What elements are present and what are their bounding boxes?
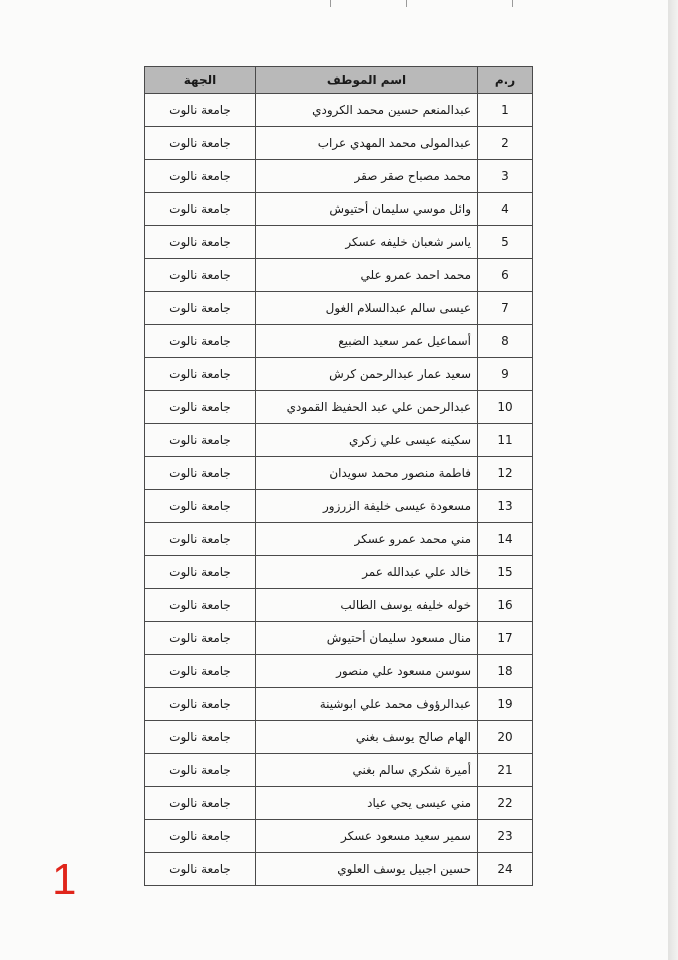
scan-mark	[512, 0, 513, 7]
department: جامعة نالوت	[145, 193, 256, 226]
employee-name: أميرة شكري سالم بغني	[256, 754, 478, 787]
department: جامعة نالوت	[145, 556, 256, 589]
table-row	[145, 358, 533, 391]
table-row	[145, 622, 533, 655]
department: جامعة نالوت	[145, 292, 256, 325]
employee-name: فاطمة منصور محمد سويدان	[256, 457, 478, 490]
row-number: 6	[478, 259, 533, 292]
page-number: 1	[52, 855, 77, 904]
employee-name: عيسى سالم عبدالسلام الغول	[256, 292, 478, 325]
employee-name: حسين اجبيل يوسف العلوي	[256, 853, 478, 886]
row-number: 7	[478, 292, 533, 325]
scan-mark	[406, 0, 407, 7]
department: جامعة نالوت	[145, 721, 256, 754]
row-number: 11	[478, 424, 533, 457]
employee-name: منال مسعود سليمان أحتيوش	[256, 622, 478, 655]
row-number: 12	[478, 457, 533, 490]
row-number: 21	[478, 754, 533, 787]
employee-name: محمد مصباح صقر صقر	[256, 160, 478, 193]
department: جامعة نالوت	[145, 160, 256, 193]
table-row	[145, 259, 533, 292]
header-num: ر.م	[478, 67, 533, 94]
department: جامعة نالوت	[145, 358, 256, 391]
row-number: 9	[478, 358, 533, 391]
table-row	[145, 721, 533, 754]
department: جامعة نالوت	[145, 259, 256, 292]
table-row	[145, 127, 533, 160]
employee-name: سعيد عمار عبدالرحمن كرش	[256, 358, 478, 391]
department: جامعة نالوت	[145, 424, 256, 457]
table-row	[145, 820, 533, 853]
employee-name: وائل موسي سليمان أحتيوش	[256, 193, 478, 226]
employee-name: سكينه عيسى علي زكري	[256, 424, 478, 457]
department: جامعة نالوت	[145, 226, 256, 259]
employee-name: سمير سعيد مسعود عسكر	[256, 820, 478, 853]
row-number: 23	[478, 820, 533, 853]
employee-name: ياسر شعبان خليفه عسكر	[256, 226, 478, 259]
employee-name: خالد علي عبدالله عمر	[256, 556, 478, 589]
department: جامعة نالوت	[145, 589, 256, 622]
table-row	[145, 754, 533, 787]
row-number: 13	[478, 490, 533, 523]
employee-name: عبدالرؤوف محمد علي ابوشينة	[256, 688, 478, 721]
row-number: 2	[478, 127, 533, 160]
row-number: 16	[478, 589, 533, 622]
row-number: 10	[478, 391, 533, 424]
department: جامعة نالوت	[145, 688, 256, 721]
row-number: 15	[478, 556, 533, 589]
department: جامعة نالوت	[145, 853, 256, 886]
department: جامعة نالوت	[145, 94, 256, 127]
table-row	[145, 787, 533, 820]
row-number: 17	[478, 622, 533, 655]
row-number: 19	[478, 688, 533, 721]
table-row	[145, 94, 533, 127]
row-number: 3	[478, 160, 533, 193]
row-number: 5	[478, 226, 533, 259]
department: جامعة نالوت	[145, 325, 256, 358]
table-row	[145, 292, 533, 325]
department: جامعة نالوت	[145, 820, 256, 853]
row-number: 4	[478, 193, 533, 226]
row-number: 8	[478, 325, 533, 358]
department: جامعة نالوت	[145, 457, 256, 490]
table-row	[145, 853, 533, 886]
row-number: 18	[478, 655, 533, 688]
table-row	[145, 424, 533, 457]
employee-name: محمد احمد عمرو علي	[256, 259, 478, 292]
table-row	[145, 457, 533, 490]
employee-name: عبدالمولى محمد المهدي عراب	[256, 127, 478, 160]
employee-name: عبدالمنعم حسين محمد الكرودي	[256, 94, 478, 127]
department: جامعة نالوت	[145, 655, 256, 688]
department: جامعة نالوت	[145, 787, 256, 820]
table-header-row	[145, 67, 533, 94]
table-row	[145, 589, 533, 622]
table-body	[145, 94, 533, 886]
department: جامعة نالوت	[145, 622, 256, 655]
table-row	[145, 523, 533, 556]
department: جامعة نالوت	[145, 391, 256, 424]
department: جامعة نالوت	[145, 523, 256, 556]
table-row	[145, 226, 533, 259]
row-number: 1	[478, 94, 533, 127]
table-row	[145, 391, 533, 424]
row-number: 14	[478, 523, 533, 556]
employee-table	[144, 66, 533, 886]
employee-name: عبدالرحمن علي عبد الحفيظ القمودي	[256, 391, 478, 424]
department: جامعة نالوت	[145, 127, 256, 160]
table-row	[145, 655, 533, 688]
table-row	[145, 556, 533, 589]
employee-name: مسعودة عيسى خليفة الزرزور	[256, 490, 478, 523]
department: جامعة نالوت	[145, 754, 256, 787]
header-name: اسم الموطف	[256, 67, 478, 94]
employee-name: خوله خليفه يوسف الطالب	[256, 589, 478, 622]
table-row	[145, 490, 533, 523]
row-number: 20	[478, 721, 533, 754]
table-row	[145, 193, 533, 226]
header-dept: الجهة	[145, 67, 256, 94]
table-row	[145, 325, 533, 358]
employee-name: سوسن مسعود علي منصور	[256, 655, 478, 688]
table-row	[145, 688, 533, 721]
scan-mark	[330, 0, 331, 7]
employee-name: مني عيسى يحي عياد	[256, 787, 478, 820]
employee-name: مني محمد عمرو عسكر	[256, 523, 478, 556]
department: جامعة نالوت	[145, 490, 256, 523]
employee-name: الهام صالح يوسف بغني	[256, 721, 478, 754]
employee-name: أسماعيل عمر سعيد الضبيع	[256, 325, 478, 358]
page-edge	[668, 0, 678, 960]
row-number: 22	[478, 787, 533, 820]
row-number: 24	[478, 853, 533, 886]
table-row	[145, 160, 533, 193]
